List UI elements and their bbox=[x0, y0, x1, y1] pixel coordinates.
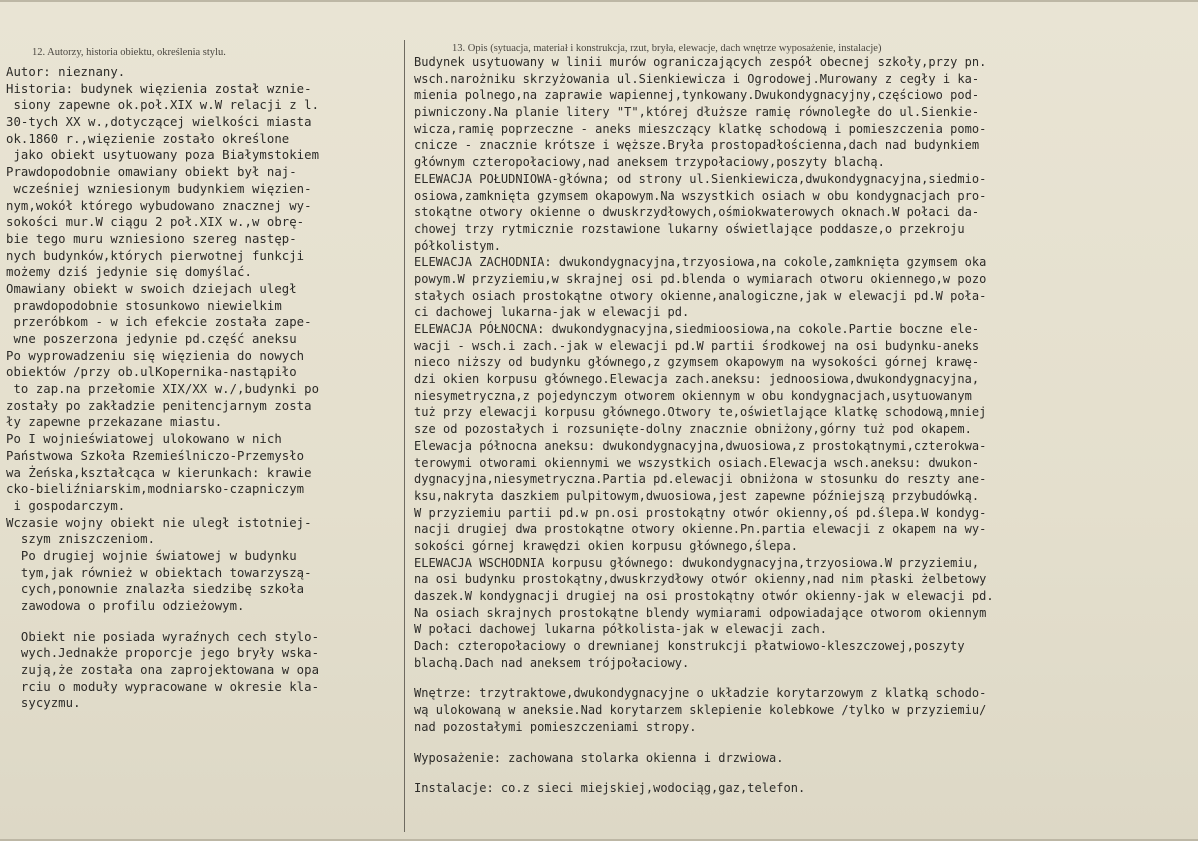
description-text-line: wicza,ramię poprzeczne - aneks mieszczący klatkę schodową i pomieszczenia pomo- bbox=[414, 121, 987, 136]
history-text-line: Wczasie wojny obiekt nie uległ istotniej- bbox=[6, 515, 312, 530]
history-text-line: przeróbkom - w ich efekcie została zape- bbox=[6, 315, 312, 330]
history-text-line: Omawiany obiekt w swoich dziejach uległ bbox=[6, 281, 297, 296]
history-text-line: rciu o modułу wypracowane w okresie kla- bbox=[6, 679, 320, 694]
history-text-line: siony zapewne ok.poł.XIX w.W relacji z l. bbox=[6, 98, 320, 113]
history-text-line: zostały po zakładzie penitencjarnym zosta bbox=[6, 398, 312, 413]
history-text-line bbox=[6, 615, 402, 629]
description-text-line bbox=[414, 766, 1196, 780]
history-text-line: nym,wokół którego wybudowano znacznej wy- bbox=[6, 198, 312, 213]
history-text-line: jako obiekt usytuowany poza Białymstokiem bbox=[6, 148, 320, 163]
description-text-line: sokości górnej krawędzi okien korpusu głównego,ślepa. bbox=[414, 538, 798, 553]
history-text-line: wych.Jednakże proporcje jego bryły wska- bbox=[6, 646, 320, 661]
description-text-line: głównym czteropołaciowy,nad aneksem trzypołaciowy,poszyty blachą. bbox=[414, 155, 885, 170]
history-text-line: prawdopodobnie stosunkowo niewielkim bbox=[6, 298, 282, 313]
history-text-line: zawodowa o profilu odzieżowym. bbox=[6, 599, 245, 613]
history-text-line: Państwowa Szkoła Rzemieślniczo-Przemysło bbox=[6, 448, 305, 463]
description-column bbox=[414, 54, 1196, 797]
description-text-line: stałych osiach prostokątne otwory okienne,analogiczne,jak w elewacji pd.W poła- bbox=[414, 288, 987, 303]
description-text-line: ELEWACJA POŁUDNIOWA-główna; od strony ul.Sienkiewicza,dwukondygnacyjna,siedmio- bbox=[414, 171, 987, 186]
history-text-line: cych,ponownie znalazła siedzibę szkoła bbox=[6, 582, 305, 597]
description-text-line: na osi budynku prostokątny,dwuskrzydłowy otwór okienny,nad nim płaski żelbetowy bbox=[414, 572, 987, 587]
description-text-line: Wyposażenie: zachowana stolarka okienna i drzwiowa. bbox=[414, 750, 784, 765]
description-text-line: ksu,nakryta daszkiem pulpitowym,dwuosiowa,jest zapewne późniejszą przybudówką. bbox=[414, 488, 980, 503]
history-text-line: sycyzmu. bbox=[6, 696, 81, 711]
history-text-line: Obiekt nie posiada wyraźnych cech stylo- bbox=[6, 629, 320, 644]
section-12-heading: 12. Autorzy, historia obiektu, określenia stylu. bbox=[32, 47, 226, 58]
history-text-line: Po drugiej wojnie światowej w budynku bbox=[6, 548, 297, 563]
history-text-line: cko-bieliźniarskim,modniarsko-czapniczym bbox=[6, 482, 305, 497]
history-text-line: obiektów /przy ob.ulKopernika-nastąpiło bbox=[6, 365, 297, 380]
description-text-line: chowej trzy rytmicznie rozstawione lukarny oświetlające poddasze,o przekroju bbox=[414, 221, 965, 236]
section-13-heading: 13. Opis (sytuacja, materiał i konstrukcja, rzut, bryła, elewacje, dach wnętrze wyposażenie, instalacje) bbox=[452, 43, 882, 54]
history-column bbox=[6, 64, 402, 712]
history-text-line: to zap.na przełomie XIX/XX w./,budynki po bbox=[6, 382, 320, 397]
description-text-line: stokątne otwory okienne o dwuskrzydłowych,ośmiokwaterowych oknach.W połaci da- bbox=[414, 205, 980, 220]
description-text-line: ci dachowej lukarna-jak w elewacji pd. bbox=[414, 305, 690, 320]
description-text-line: wsch.narożniku skrzyżowania ul.Sienkiewicza i Ogrodowej.Murowany z cegły i ka- bbox=[414, 71, 980, 86]
description-text-line: Budynek usytuowany w linii murów ograniczających zespół obecnej szkoły,przy pn. bbox=[414, 55, 987, 69]
description-text-line: daszek.W kondygnacji drugiej na osi prostokątny otwór okienny-jak w elewacji pd. bbox=[414, 589, 994, 603]
description-text-line: powym.W przyziemiu,w skrajnej osi pd.blenda o wymiarach otworu okiennego,w pozo bbox=[414, 271, 987, 286]
description-text-line: blachą.Dach nad aneksem trójpołaciowy. bbox=[414, 655, 690, 670]
history-text-line: wa Żeńska,kształcąca w kierunkach: krawie bbox=[6, 465, 312, 480]
history-text-line: tym,jak również w obiektach towarzyszą- bbox=[6, 565, 312, 580]
description-text-line: W przyziemiu partii pd.w pn.osi prostokątny otwór okienny,oś pd.ślepa.W kondyg- bbox=[414, 505, 987, 520]
description-text-line: wacji - wsch.i zach.-jak w elewacji pd.W partii środkowej na osi budynku-aneks bbox=[414, 338, 980, 353]
description-text-line: terowymi otworami okiennymi we wszystkich osiach.Elewacja wsch.aneksu: dwukon- bbox=[414, 455, 980, 470]
description-text-line: W połaci dachowej lukarna półkolista-jak w elewacji zach. bbox=[414, 622, 827, 637]
history-text-line: ły zapewne przekazane miastu. bbox=[6, 415, 223, 430]
description-text-line: cnicze - znacznie krótsze i węższe.Bryła prostopadłościenna,dach nad budynkiem bbox=[414, 138, 980, 153]
description-text-line: tuż przy elewacji korpusu głównego.Otwory te,oświetlające klatkę schodową,mniej bbox=[414, 405, 987, 420]
history-text-line: zują,że została ona zaprojektowana w opa bbox=[6, 663, 320, 678]
description-text-line: Dach: czteropołaciowy o drewnianej konstrukcji płatwiowo-kleszczowej,poszyty bbox=[414, 639, 965, 654]
description-text-line: piwniczony.Na planie litery "T",której dłuższe ramię równoległe do ul.Sienkie- bbox=[414, 105, 980, 120]
description-text-line: niesymetryczna,z pojedynczym otworem okiennym w obu kondygnacjach,usytuowanym bbox=[414, 388, 972, 403]
column-divider bbox=[404, 40, 405, 832]
description-text-line: osiowa,zamknięta gzymsem okapowym.Na wszystkich osiach w obu kondygnacjach pro- bbox=[414, 188, 987, 203]
description-text-line: dzi okien korpusu głównego.Elewacja zach.aneksu: jednoosiowa,dwukondygnacyjna, bbox=[414, 372, 980, 387]
history-text-line: szym zniszczeniom. bbox=[6, 532, 156, 547]
description-text-line: Instalacje: co.z sieci miejskiej,wodociąg,gaz,telefon. bbox=[414, 781, 806, 796]
description-text-line: dygnacyjna,niesymetryczna.Partia pd.elewacji obniżona w stosunku do reszty ane- bbox=[414, 472, 987, 487]
history-text-line: wcześniej wzniesionym budynkiem więzien- bbox=[6, 181, 312, 196]
history-text-line: bie tego muru wzniesiono szereg następ- bbox=[6, 231, 297, 246]
description-text-line: ELEWACJA ZACHODNIA: dwukondygnacyjna,trzyosiowa,na cokole,zamknięta gzymsem oka bbox=[414, 255, 987, 270]
description-text-line: Wnętrze: trzytraktowe,dwukondygnacyjne o układzie korytarzowym z klatką schodo- bbox=[414, 686, 987, 701]
history-text-line: sokości mur.W ciągu 2 poł.XIX w.,w obrę- bbox=[6, 215, 305, 230]
description-text-line: półkolistym. bbox=[414, 238, 501, 253]
description-text-line: nieco niższy od budynku głównego,z gzymsem okapowym na wysokości górnej krawę- bbox=[414, 355, 980, 370]
history-text-line: Po I wojnieświatowej ulokowano w nich bbox=[6, 432, 282, 447]
description-text-line: sze od pozostałych i rozsunięte-dolny znacznie obniżony,górny tuż pod okapem. bbox=[414, 422, 972, 437]
history-text-line: 30-tych XX w.,dotyczącej wielkości miasta bbox=[6, 115, 312, 130]
description-text-line: ELEWACJA PÓŁNOCNA: dwukondygnacyjna,siedmioosiowa,na cokole.Partie boczne ele- bbox=[414, 322, 980, 336]
history-text-line: ok.1860 r.,więzienie zostało określone bbox=[6, 131, 290, 146]
description-text-line bbox=[414, 671, 1196, 685]
description-text-line: ELEWACJA WSCHODNIA korpusu głównego: dwukondygnacyjna,trzyosiowa.W przyziemiu, bbox=[414, 555, 980, 570]
history-text-line: i gospodarczym. bbox=[6, 498, 126, 513]
history-text-line: możemy dziś jedynie się domyślać. bbox=[6, 265, 252, 280]
description-text-line: mienia polnego,na zaprawie wapiennej,tynkowany.Dwukondygnacyjny,częściowo pod- bbox=[414, 88, 980, 103]
description-text-line bbox=[414, 736, 1196, 750]
history-text-line: Historia: budynek więzienia został wznie- bbox=[6, 81, 312, 96]
description-text-line: Na osiach skrajnych prostokątne blendy wymiarami odpowiadające otworom okiennym bbox=[414, 605, 987, 620]
history-text-line: nych budynków,których pierwotnej funkcji bbox=[6, 248, 305, 263]
history-text-line: Prawdopodobnie omawiany obiekt był naj- bbox=[6, 165, 297, 180]
description-text-line: wą ulokowaną w aneksie.Nad korytarzem sklepienie kolebkowe /tylko w przyziemiu/ bbox=[414, 703, 987, 718]
description-text-line: nacji drugiej dwa prostokątne otwory okienne.Pn.partia elewacji z okapem na wy- bbox=[414, 522, 987, 537]
history-text-line: wne poszerzona jedynie pd.część aneksu bbox=[6, 332, 297, 346]
history-text-line: Autor: nieznany. bbox=[6, 65, 126, 79]
description-text-line: Elewacja północna aneksu: dwukondygnacyjna,dwuosiowa,z prostokątnymi,czterokwa- bbox=[414, 438, 987, 453]
description-text-line: nad pozostałymi pomieszczeniami stropy. bbox=[414, 719, 697, 734]
sheet-top-edge bbox=[0, 0, 1198, 2]
history-text-line: Po wyprowadzeniu się więzienia do nowych bbox=[6, 348, 305, 363]
